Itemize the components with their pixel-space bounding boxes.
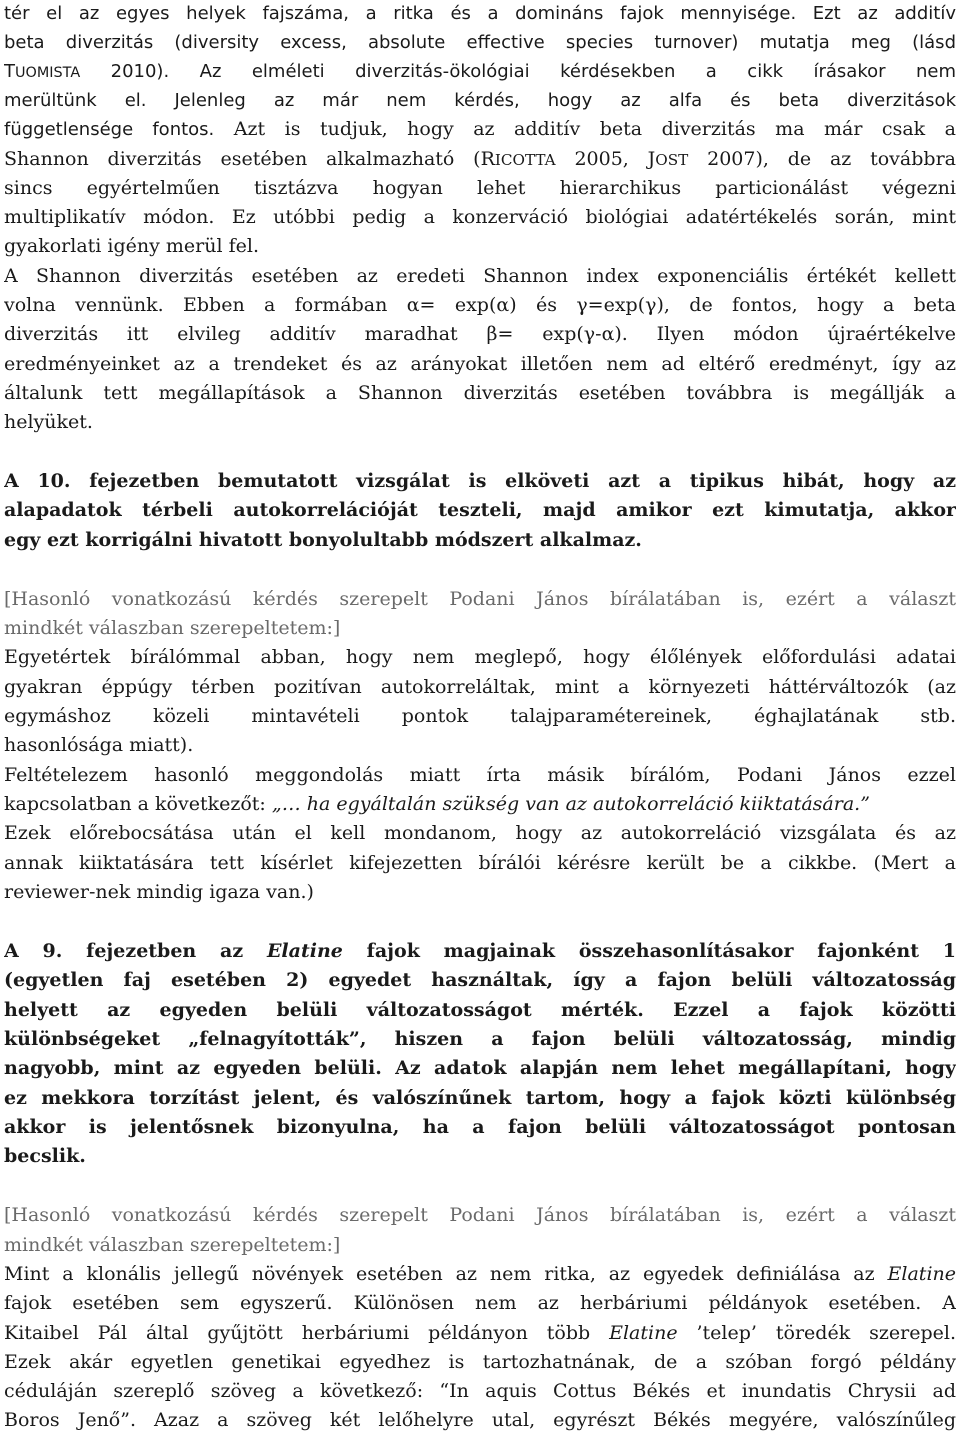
paragraph-line: beta diverzitás (diversity excess, absolute effective species turnover) mutatja meg (lásd (4, 32, 956, 53)
paragraph-line: helyüket. (4, 411, 93, 433)
question-line: (egyetlen faj esetében 2) egyedet használtak, így a fajon belüli változatosság (4, 969, 956, 991)
paragraph-line: multiplikatív módon. Ez utóbbi pedig a konzerváció biológiai adatértékelés során, mint (4, 206, 956, 228)
text-segment: Azt is tudjuk, hogy az additív beta diverzitás ma már csak a (214, 118, 956, 140)
question-line: ez mekkora torzítást jelent, és valószínűnek tartom, hogy a fajok közti különbség (4, 1087, 956, 1109)
note-line: mindkét válaszban szerepeltetem:] (4, 617, 341, 639)
taxon-name: Elatine (887, 1263, 956, 1285)
text-segment: Mint a klonális jellegű növények esetében az nem ritka, az egyedek definiálása az (4, 1263, 888, 1285)
question-line (4, 937, 956, 966)
answer-line: Feltételezem hasonló meggondolás miatt írta másik bírálóm, Podani János ezzel (4, 764, 956, 786)
question-line: egy ezt korrigálni hivatott bonyolultabb módszert alkalmaz. (4, 529, 642, 551)
smallcaps-segment: UOMISTA (15, 65, 81, 81)
text-segment: 2010). Az elméleti diverzitás-ökológiai kérdésekben a cikk írásakor nem (80, 61, 956, 82)
text-segment: Shannon diverzitás esetében alkalmazható (R (4, 148, 495, 170)
taxon-name: Elatine (609, 1322, 678, 1344)
paragraph-line: gyakorlati igény merül fel. (4, 235, 259, 257)
text-segment: fajok magjainak összehasonlításakor fajonként 1 (342, 940, 956, 962)
paragraph-line: sincs egyértelműen tisztázva hogyan lehet hierarchikus particionálást végezni (4, 177, 956, 199)
answer-line: gyakran éppúgy térben pozitívan autokorreláltak, mint a környezeti háttérváltozók (az (4, 676, 956, 698)
taxon-name: Elatine (266, 940, 343, 962)
paragraph-line (4, 145, 956, 174)
answer-line: annak kiiktatására tett kísérlet kifejezetten bírálói kérésre került be a cikkbe. (Mert a (4, 852, 956, 874)
text-segment: kapcsolatban a következőt: (4, 793, 272, 815)
paragraph-line: A Shannon diverzitás esetében az eredeti Shannon index exponenciális értékét kellett (4, 265, 956, 287)
text-segment: függetlensége fontos. (4, 119, 215, 140)
smallcaps-segment: ICOTTA (494, 151, 556, 169)
answer-line: Ezek előrebocsátása után el kell mondanom, hogy az autokorreláció vizsgálata és az (4, 822, 956, 844)
paragraph-line (4, 115, 956, 144)
paragraph-line: diverzitás itt elvileg additív maradhat β= exp(γ-α). Ilyen módon újraértékelve (4, 323, 956, 345)
answer-line: egymáshoz közeli mintavételi pontok talajparamétereinek, éghajlatának stb. (4, 705, 956, 727)
note-line: [Hasonló vonatkozású kérdés szerepelt Podani János bírálatában is, ezért a választ (4, 588, 956, 610)
paragraph-line: merültünk el. Jelenleg az már nem kérdés, hogy az alfa és beta diverzitások (4, 90, 956, 111)
paragraph-line: tér el az egyes helyek fajszáma, a ritka és a domináns fajok mennyisége. Ezt az additív (4, 3, 956, 24)
paragraph-line: eredményeinket az a trendeket és az arányokat illetően nem ad eltérő eredményt, így az (4, 353, 956, 375)
question-line: akkor is jelentősnek bizonyulna, ha a fajon belüli változatosságot pontosan (4, 1116, 956, 1138)
answer-line: Ezek akár egyetlen genetikai egyedhez is tartozhatnának, de a szóban forgó példány (4, 1351, 956, 1373)
text-segment: Kitaibel Pál által gyűjtött herbáriumi példányon több (4, 1322, 610, 1344)
text-segment: A 9. fejezetben az (4, 940, 267, 962)
question-line: helyett az egyeden belüli változatosságot mérték. Ezzel a fajok közötti (4, 999, 956, 1021)
question-line: különbségeket „felnagyították”, hiszen a fajon belüli változatosság, mindig (4, 1028, 956, 1050)
answer-line (4, 1260, 956, 1289)
paragraph-line (4, 57, 956, 86)
answer-line: fajok esetében sem egyszerű. Különösen nem az herbáriumi példányok esetében. A (4, 1292, 956, 1314)
paragraph-line: volna vennünk. Ebben a formában α= exp(α) és γ=exp(γ), de fontos, hogy a beta (4, 294, 956, 316)
answer-line: reviewer-nek mindig igaza van.) (4, 881, 314, 903)
text-segment: 2007), de az továbbra (688, 148, 956, 170)
answer-line: hasonlósága miatt). (4, 734, 194, 756)
quote-segment: „… ha egyáltalán szükség van az autokorreláció kiiktatására.” (271, 793, 870, 815)
text-segment: ’telep’ töredék szerepel. (677, 1322, 956, 1344)
question-line: becslik. (4, 1145, 86, 1167)
answer-line: Egyetértek bírálómmal abban, hogy nem meglepő, hogy élőlények előfordulási adatai (4, 646, 956, 668)
answer-line (4, 790, 956, 819)
paragraph-line: általunk tett megállapítások a Shannon diverzitás esetében továbbra is megállják a (4, 382, 956, 404)
question-line: alapadatok térbeli autokorrelációját teszteli, majd amikor ezt kimutatja, akkor (4, 499, 956, 521)
answer-line: Boros Jenő”. Azaz a szöveg két lelőhelyre utal, egyrészt Békés megyére, valószínűleg (4, 1409, 956, 1431)
question-line: nagyobb, mint az egyeden belüli. Az adatok alapján nem lehet megállapítani, hogy (4, 1057, 956, 1079)
note-line: [Hasonló vonatkozású kérdés szerepelt Podani János bírálatában is, ezért a választ (4, 1204, 956, 1226)
text-segment: T (4, 61, 15, 82)
text-segment: 2005, J (555, 148, 656, 170)
note-line: mindkét válaszban szerepeltetem:] (4, 1234, 341, 1256)
smallcaps-segment: OST (655, 151, 689, 169)
answer-line (4, 1319, 956, 1348)
question-line: A 10. fejezetben bemutatott vizsgálat is elköveti azt a tipikus hibát, hogy az (4, 470, 956, 492)
answer-line: céduláján szereplő szöveg a következő: “In aquis Cottus Békés et inundatis Chrysii ad (4, 1380, 956, 1402)
